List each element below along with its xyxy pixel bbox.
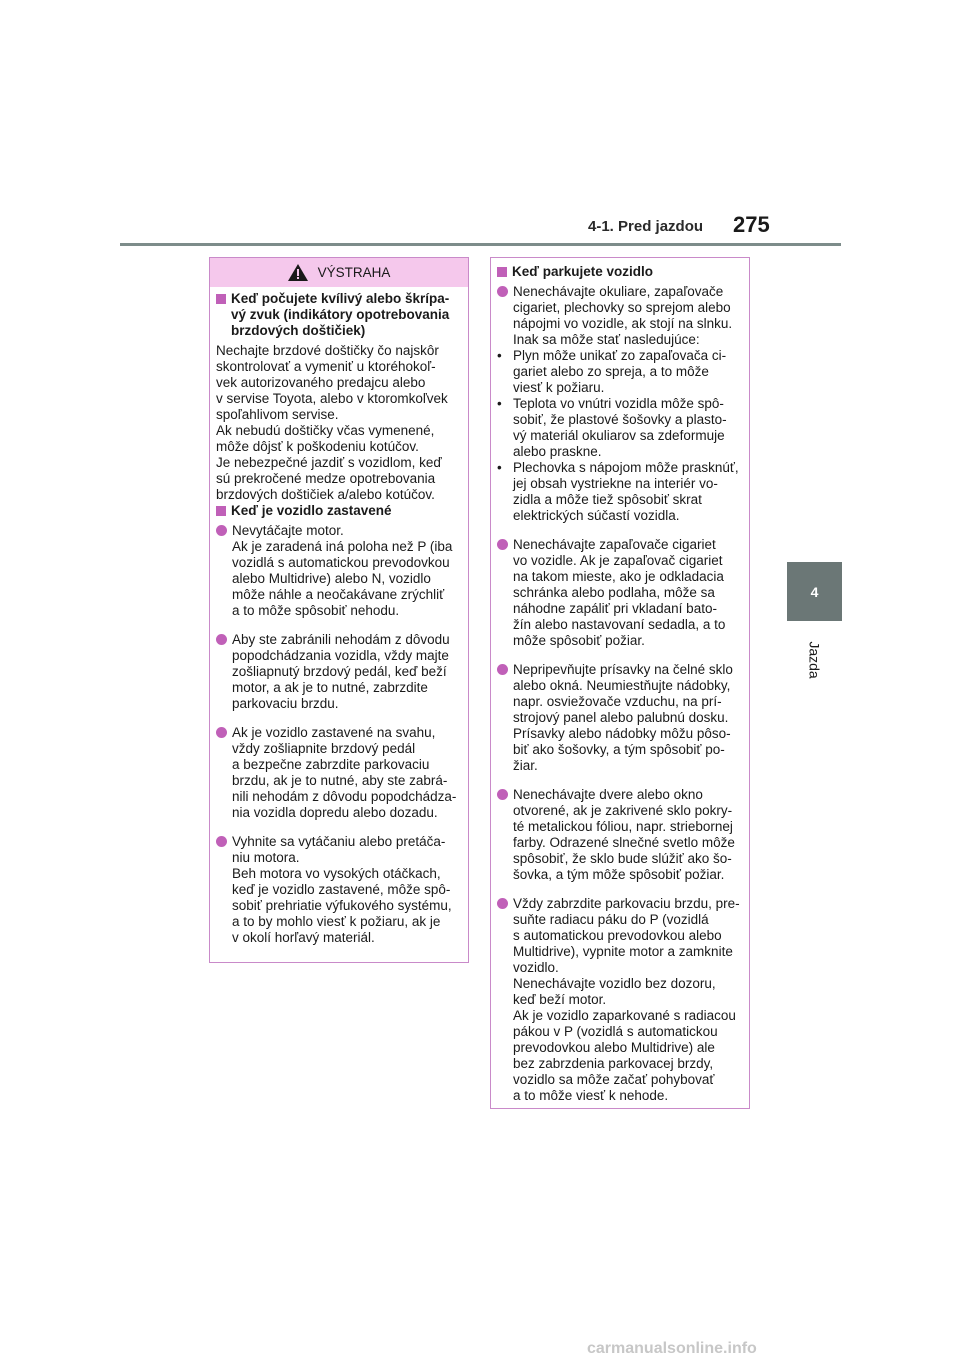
list-item: Aby ste zabránili nehodám z dôvodu popodchádzania vozidla, vždy majte zošliapnutý brzdový pedál, keď beží motor, a ak je to nutné, zabrzdite parkovaciu brzdu. bbox=[216, 632, 462, 712]
warning-box-continued bbox=[490, 257, 750, 1109]
warning-content-continued bbox=[491, 258, 749, 1104]
dot-marker: • bbox=[497, 396, 502, 411]
chapter-tab: 4 bbox=[787, 562, 842, 621]
watermark-link[interactable]: carmanualsonline.info bbox=[587, 1340, 757, 1357]
circle-bullet-icon bbox=[497, 539, 508, 550]
circle-bullet-icon bbox=[497, 789, 508, 800]
list-item: Nenechávajte dvere alebo okno otvorené, ak je zakrivené sklo pokry- té metalickou fóliou, napr. striebornej farby. Odrazené slnečné svetlo môže spôsobiť, že sklo bude slúžiť ako šo- šovka, a tým môže spôsobiť požiar. bbox=[497, 787, 743, 883]
list-item: Nevytáčajte motor. Ak je zaradená iná poloha než P (iba vozidlá s automatickou prevodovkou alebo Multidrive) alebo N, vozidlo môže náhle a neočakávane zrýchliť a to môže spôsobiť nehodu. bbox=[216, 523, 462, 619]
circle-bullet-icon bbox=[216, 836, 227, 847]
section-stopped-title: Keď je vozidlo zastavené bbox=[216, 503, 462, 519]
section-brake-pads-title: Keď počujete kvílivý alebo škrípa- vý zvuk (indikátory opotrebovania brzdových doštičiek) bbox=[216, 291, 462, 339]
warning-triangle-icon bbox=[288, 264, 308, 281]
warning-box bbox=[209, 257, 469, 963]
list-item: Nenechávajte okuliare, zapaľovače cigariet, plechovky so sprejom alebo nápojmi vo vozidle, ak stojí na slnku. Inak sa môže stať nasledujúce: • Plyn môže unikať zo zapaľovača ci- gariet alebo zo spreja, a to môže viesť k požiaru. • Teplota vo vnútri vozidla môže spô- sobiť, že plastové šošovky a plasto- vý materiál okuliarov sa zdeformuje alebo praskne. • Plechovka s nápojom môže prasknúť, jej obsah vystriekne na interiér vo- zidla a môže tiež spôsobiť skrat elektrických súčastí vozidla. bbox=[497, 284, 743, 524]
section-header: 4-1. Pred jazdou bbox=[588, 218, 704, 235]
section-brake-pads-text: Nechajte brzdové doštičky čo najskôr skontrolovať a vymeniť u ktoréhokoľ- vek autorizovaného predajcu alebo v servise Toyota, alebo v ktoromkoľvek spoľahlivom servise. Ak nebudú doštičky včas vymenené, môže dôjsť k poškodeniu kotúčov. Je nebezpečné jazdiť s vozidlom, keď sú prekročené medze opotrebovania brzdových doštičiek a/alebo kotúčov. bbox=[216, 343, 448, 502]
warning-header bbox=[210, 258, 468, 287]
circle-bullet-icon bbox=[216, 525, 227, 536]
chapter-label-text: Jazda bbox=[806, 641, 823, 679]
warning-label: VÝSTRAHA bbox=[317, 265, 391, 280]
section-parking-title: Keď parkujete vozidlo bbox=[497, 264, 743, 280]
circle-bullet-icon bbox=[497, 664, 508, 675]
dot-marker: • bbox=[497, 460, 502, 475]
circle-bullet-icon bbox=[216, 634, 227, 645]
sub-list-item: • Plyn môže unikať zo zapaľovača ci- gariet alebo zo spreja, a to môže viesť k požiaru. bbox=[497, 348, 727, 395]
square-bullet-icon bbox=[216, 506, 226, 516]
circle-bullet-icon bbox=[497, 898, 508, 909]
page-number: 275 bbox=[733, 212, 770, 237]
circle-bullet-icon bbox=[216, 727, 227, 738]
chapter-label bbox=[787, 630, 842, 690]
square-bullet-icon bbox=[216, 294, 226, 304]
list-item: Nenechávajte zapaľovače cigariet vo vozidle. Ak je zapaľovač cigariet na takom mieste, ako je odkladacia schránka alebo podlaha, môže sa náhodne zapáliť pri vkladaní bato- žín alebo nastavovaní sedadla, a to môže spôsobiť požiar. bbox=[497, 537, 743, 649]
circle-bullet-icon bbox=[497, 286, 508, 297]
list-item: Vždy zabrzdite parkovaciu brzdu, pre- suňte radiacu páku do P (vozidlá s automatickou prevodovkou alebo Multidrive), vypnite motor a zamknite vozidlo. Nenechávajte vozidlo bez dozoru, keď beží motor. Ak je vozidlo zaparkované s radiacou pákou v P (vozidlá s automatickou prevodovkou alebo Multidrive) ale bez zabrzdenia parkovacej brzdy, vozidlo sa môže začať pohybovať a to môže viesť k nehode. bbox=[497, 896, 743, 1104]
dot-marker: • bbox=[497, 348, 502, 363]
list-item: Ak je vozidlo zastavené na svahu, vždy zošliapnite brzdový pedál a bezpečne zabrzdite parkovaciu brzdu, ak je to nutné, aby ste zabrá- nili nehodám z dôvodu popodchádza- nia vozidla dopredu alebo dozadu. bbox=[216, 725, 462, 821]
list-item: Nepripevňujte prísavky na čelné sklo alebo okná. Neumiestňujte nádobky, napr. osviežovače vzduchu, na prí- strojový panel alebo palubnú dosku. Prísavky alebo nádobky môžu pôso- biť ako šošovky, a tým spôsobiť po- žiar. bbox=[497, 662, 743, 774]
list-item: Vyhnite sa vytáčaniu alebo pretáča- niu motora. Beh motora vo vysokých otáčkach, keď je vozidlo zastavené, môže spô- sobiť prehriatie výfukového systému, a to by mohlo viesť k požiaru, ak je v okolí horľavý materiál. bbox=[216, 834, 462, 946]
header-rule bbox=[120, 243, 841, 246]
sub-list-item: • Teplota vo vnútri vozidla môže spô- sobiť, že plastové šošovky a plasto- vý materiál okuliarov sa zdeformuje alebo praskne. bbox=[497, 396, 727, 459]
square-bullet-icon bbox=[497, 267, 507, 277]
sub-list-item: • Plechovka s nápojom môže prasknúť, jej obsah vystriekne na interiér vo- zidla a môže tiež spôsobiť skrat elektrických súčastí vozidla. bbox=[497, 460, 739, 523]
warning-content bbox=[210, 287, 468, 946]
